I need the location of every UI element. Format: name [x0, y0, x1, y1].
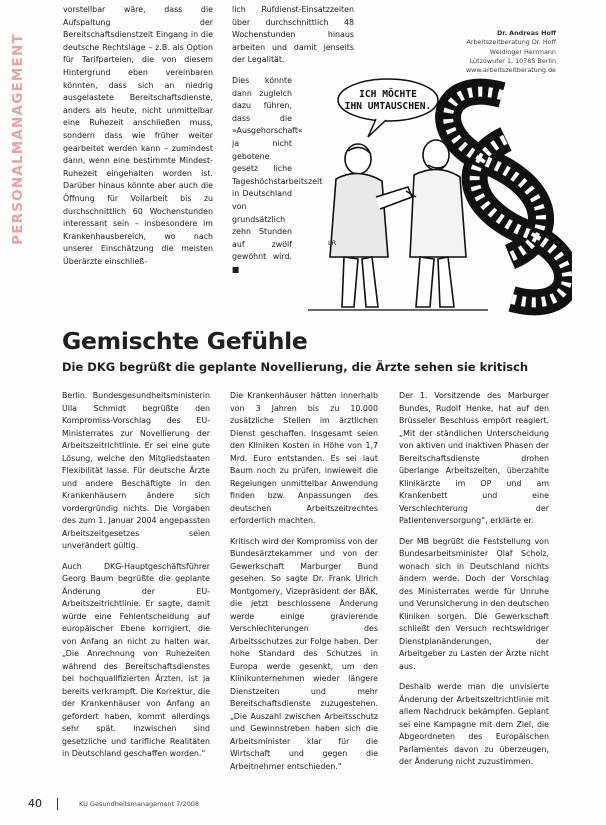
article-subheadline: Die DKG begrüßt die geplante Novellierung, die Ärzte sehen sie kritisch [62, 360, 529, 374]
top-paragraph-1: vorstellbar wäre, dass die Aufspaltung der Bereitschaftsdienstzeit Eingang in die deutsche Rechtslage – z.B. als Option für Tarifparteien, die von diesem Hintergrund eben vereinbaren könnten, dass sich an niedrig ausgelastete Bereitschaftsdienste, anders als heute, nicht unmittelbar eine Ruhezeit anschließen muss, sondern dass wie früher weiter gearbeitet werden kann – zumindest dann, wenn eine bestimmte Mindest-Ruhezeit eingehalten worden ist. Darüber hinaus könnte aber auch die Öffnung für Vollarbeit bis zu durchschnittlich 60 Wochenstunden interessant sein – insbesondere im Krankenhausbereich, wo nach unserer Einschätzung die meisten Überärzte einschließ- [63, 5, 213, 266]
article-paragraph: Der MB begrüßt die Feststellung von Bundesarbeitsminister Olaf Scholz, wonach sich in Deutschland nichts ändern werde. Doch der Vorschlag des Ministerrates werde für Unruhe und Verunsicherung in den deutschen Kliniken sorgen. Die Gewerkschaft schließt den Versuch rechtswidriger Dienstplanänderungen, der Arbeitgeber zu Lasten der Ärzte nicht aus. [399, 536, 550, 671]
speech-line-1: ICH MÖCHTE [359, 89, 417, 100]
article-column-2 [230, 390, 378, 773]
publication-name: KU Gesundheitsmanagement 7/2008 [79, 800, 200, 808]
article-headline: Gemischte Gefühle [62, 327, 308, 355]
end-mark: ■ [232, 264, 240, 274]
article-paragraph: Der 1. Vorsitzende des Marburger Bundes, Rudolf Henke, hat auf den Brüsseler Beschluss empört reagiert. „Mit der ständlichen Unterscheidung von aktiven und inaktiven Phasen der Bereitschaftsdienste drohen überlange Arbeitszeiten, überzahlte Klinikärzte im OP und am Krankenbett und eine Verschlechterung der Patientenversorgung“, erklärte er. [399, 391, 549, 525]
address-line: Weidinger Herrmann [489, 47, 556, 56]
author-name: Dr. Andreas Hoff [496, 29, 556, 37]
section-label: PERSONALMANAGEMENT [10, 33, 26, 245]
article-paragraph: Auch DKG-Hauptgeschäftsführer Georg Baum begrüßte die geplante Änderung der EU-Arbeitszeitrichtlinie. Er sagte, damit würde eine Fehlentscheidung auf europäischer Ebene korrigiert, die von Anfang an nicht zu halten war. „Die Anrechnung von Ruhezeiten während des Bereitschaftsdienstes bei hochqualifizierten Ärzten, ist ja bereits verkrampft. Die Korrektur, die der Krankenhäuser von Anfang an gefordert haben, kommt allerdings sehr spät. Inzwischen sind gesetzliche und tarifliche Realitäten in Deutschland geschaffen worden.“ [62, 561, 210, 758]
top-text-column-1 [63, 4, 213, 284]
address-line: Arbeitszeitberatung Dr. Hoff [466, 38, 556, 47]
address-line: www.arbeitszeitberatung.de [465, 66, 556, 75]
article-column-1 [62, 390, 210, 761]
page-number: 40 [28, 797, 42, 810]
article-paragraph: Deshalb werde man die unvisierte Änderung der Arbeitszeitrichtlinie mit allem Nachdruck bekämpfen. Geplant sei eine Kampagne mit dem Ziel, die Abgeordneten des Europäischen Parlamentes davon zu überzeugen, der Änderung nicht zuzustimmen. [399, 682, 549, 766]
cartoon-illustration [288, 67, 572, 322]
speech-bubble [338, 79, 438, 137]
article-paragraph: Die Krankenhäuser hätten innerhalb von 3 Jahren bis zu 10.000 zusätzliche Stellen im ärztlichen Dienst geschaffen. Insgesamt seien den Kliniken Kosten in Höhe von 1,7 Mrd. Euro entstanden. Es sei laut Baum noch zu prüfen, inwieweit die Regelungen unmittelbar Anwendung finden bzw. Anpassungen des deutschen Arbeitszeitrechtes erforderlich machten. [230, 391, 378, 525]
footer-divider [57, 798, 58, 810]
cartoon-credit: LR [328, 239, 337, 247]
top-paragraph-2: lich Rufdienst-Einsatzzeiten über durchschnittlich 48 Wochenstunden hinaus arbeiten und damit jenseits der Legalität. [232, 5, 354, 65]
clerk-figure [406, 140, 466, 307]
address-line: Lützowufer 1, 10785 Berlin [469, 56, 556, 65]
customer-figure [330, 144, 412, 307]
top-paragraph-3: Dies könnte dann zugleich dazu führen, dass die »Ausgehorschaft« ja nicht gebotene gesetz liche Tageshöchstarbeitszeit in Deutschland von grundsätzlich zehn Stunden auf zwölf gewöhnt wird. ■ [232, 75, 323, 274]
paragraph-sign [448, 92, 567, 303]
article-column-3 [399, 390, 549, 769]
speech-line-2: IHN UMTAUSCHEN. [344, 101, 432, 112]
article-paragraph: Kritisch wird der Kompromiss von der Bundesärztekammer und von der Gewerkschaft Marburger Bund gesehen. So sagte Dr. Frank Ulrich Montgomery, Vizepräsident der BÄK, die jetzt beschlossene Änderung werde einige gravierende Verschlechterungen des Arbeitsschutzes zur Folge haben. Der hohe Standard des Schutzes in Europa werde gesenkt, um den Klinikunternehmen wieder längere Dienstzeiten und mehr Bereitschaftsdienste zuzugestehen. „Die Auszahl zwischen Arbeitsschutz und Gewinnstreben haben sich die Arbeitsminister klar für die Wirtschaft und gegen die Arbeitnehmer entschieden.“ [230, 536, 378, 771]
article-paragraph: Berlin. Bundesgesundheitsministerin Ulla Schmidt begrüßte den Kompromiss-Vorschlag des EU-Ministerrates zur Novellierung der Arbeitszeitrichtlinie. Er sei eine gute Lösung, welche den Mitgliedstaaten Flexibilität lasse. Für deutsche Ärzte und andere Beschäftigte in den Krankenhäusern ändere sich vordergründig nichts. Die Vorgaben des zum 1. Januar 2004 angepassten Arbeitszeitgesetzes seien unverändert gültig. [62, 391, 210, 550]
